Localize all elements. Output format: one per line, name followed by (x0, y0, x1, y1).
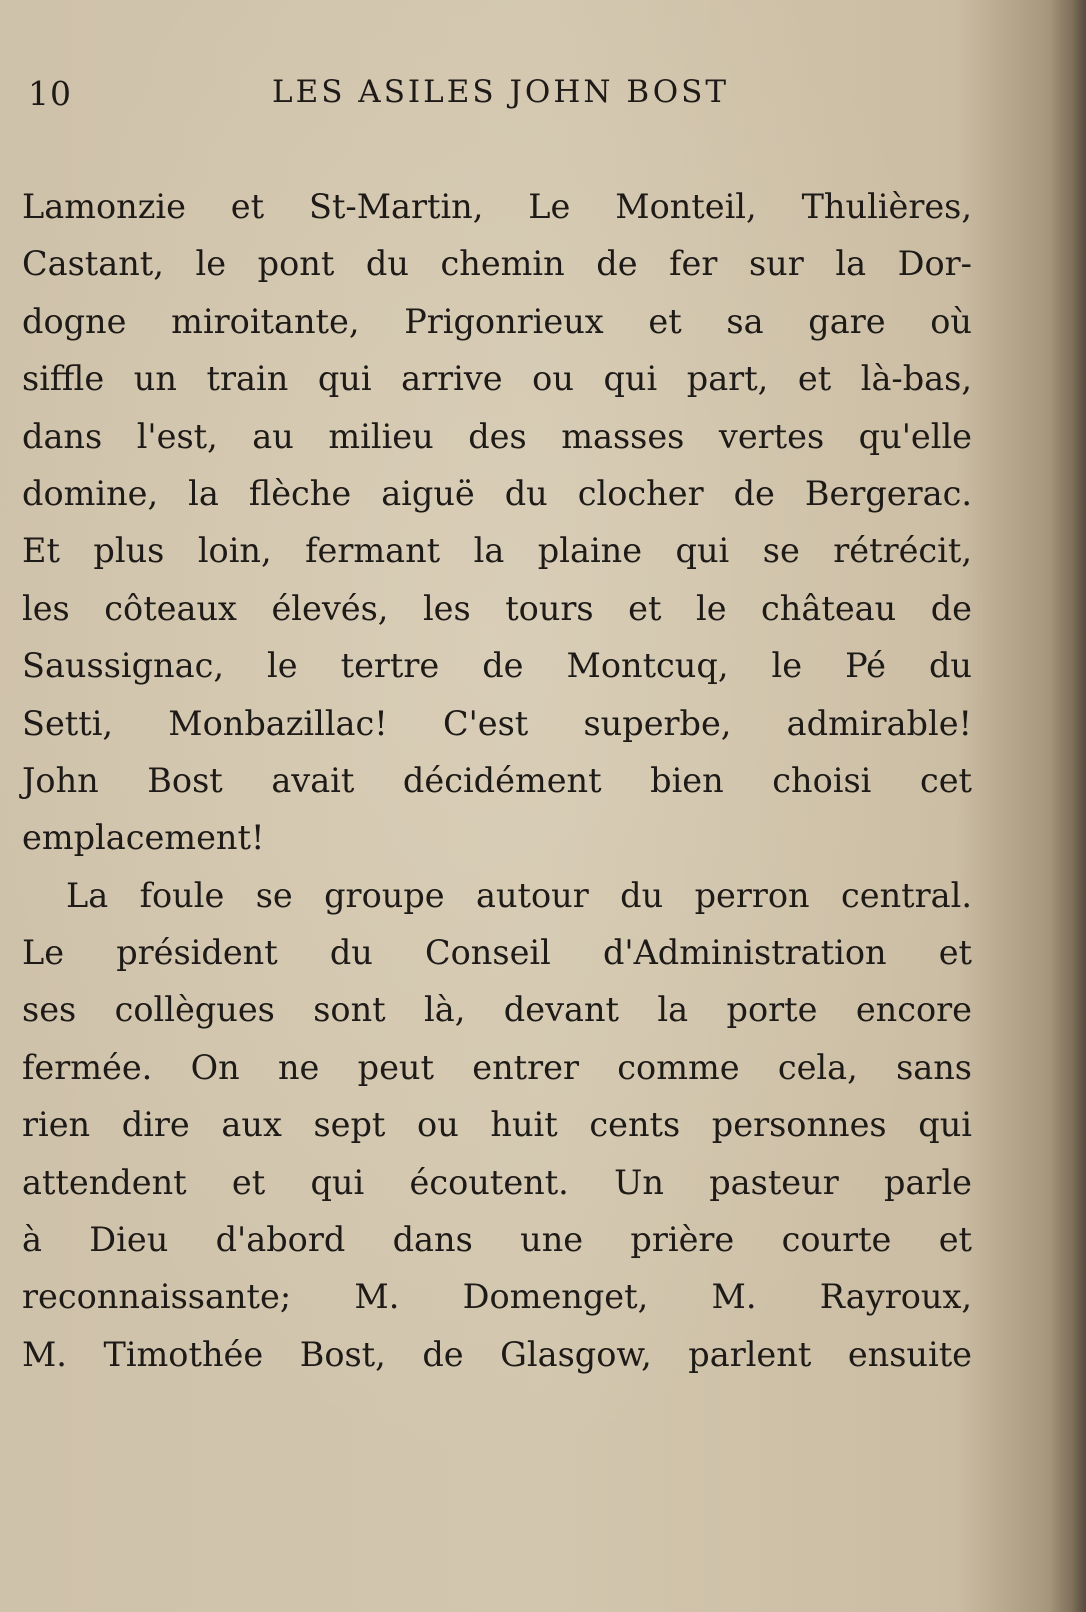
text-line: reconnaissante; M. Domenget, M. Rayroux, (22, 1277, 972, 1317)
text-line: ses collègues sont là, devant la porte encore (22, 990, 972, 1030)
body-text (22, 178, 972, 1383)
text-line: dans l'est, au milieu des masses vertes qu'elle (22, 416, 972, 456)
text-line: Castant, le pont du chemin de fer sur la Dor- (22, 244, 972, 284)
text-line: rien dire aux sept ou huit cents personnes qui (22, 1105, 972, 1145)
text-line: Le président du Conseil d'Administration et (22, 933, 972, 973)
page-number: 10 (28, 74, 72, 113)
page-header (22, 74, 982, 124)
text-line: dogne miroitante, Prigonrieux et sa gare où (22, 301, 972, 341)
text-line: John Bost avait décidément bien choisi cet (22, 760, 972, 800)
text-line: M. Timothée Bost, de Glasgow, parlent ensuite (22, 1334, 972, 1374)
text-line: emplacement! (22, 818, 265, 858)
text-line: à Dieu d'abord dans une prière courte et (22, 1220, 972, 1260)
running-title: LES ASILES JOHN BOST (272, 74, 730, 110)
text-line: attendent et qui écoutent. Un pasteur parle (22, 1162, 972, 1202)
text-line: les côteaux élevés, les tours et le château de (22, 588, 972, 628)
text-line: La foule se groupe autour du perron central. (66, 875, 972, 915)
text-line: Setti, Monbazillac! C'est superbe, admirable! (22, 703, 972, 743)
page-edge-shadow (1050, 0, 1086, 1612)
text-line: Et plus loin, fermant la plaine qui se rétrécit, (22, 531, 972, 571)
text-line: domine, la flèche aiguë du clocher de Bergerac. (22, 473, 972, 513)
text-line: Lamonzie et St-Martin, Le Monteil, Thulières, (22, 187, 972, 226)
text-line: Saussignac, le tertre de Montcuq, le Pé du (22, 646, 972, 686)
text-line: fermée. On ne peut entrer comme cela, sans (22, 1047, 972, 1087)
text-line: siffle un train qui arrive ou qui part, et là-bas, (22, 359, 972, 399)
